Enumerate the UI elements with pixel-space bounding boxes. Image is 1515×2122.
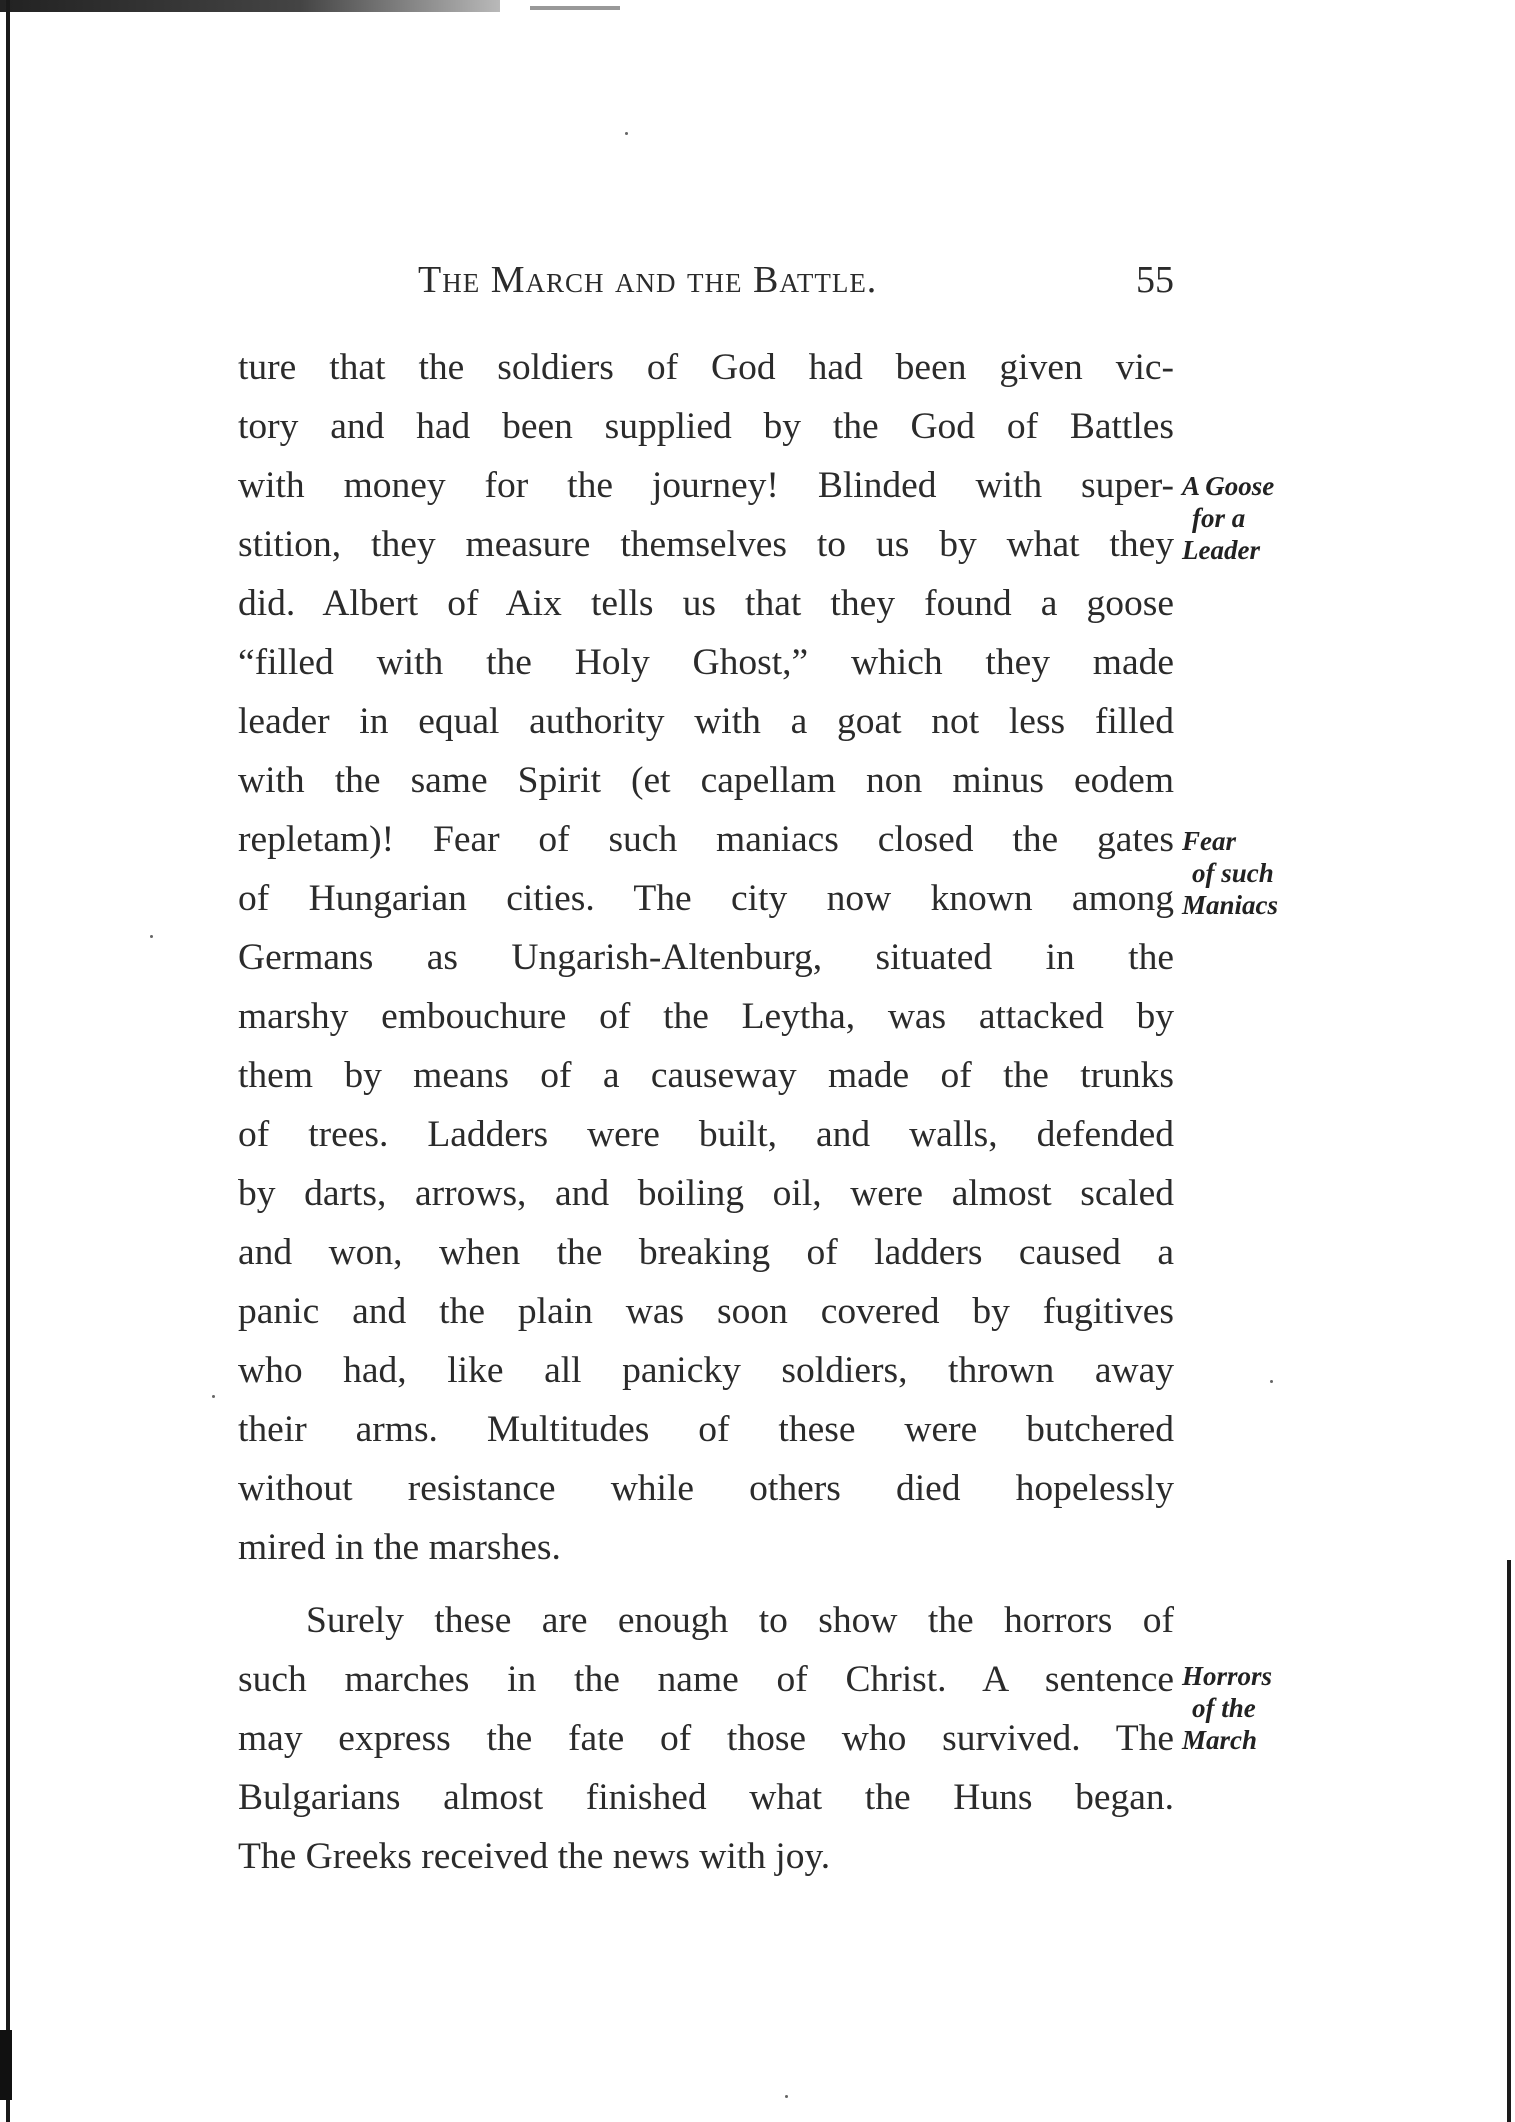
sidenote-line: for a (1192, 503, 1246, 533)
sidenote-line: Horrors (1182, 1661, 1273, 1691)
scan-speck (212, 1395, 215, 1398)
scan-edge-left-blot (0, 2030, 12, 2100)
text-line: leader in equal authority with a goat not less filled (238, 701, 1174, 742)
text-line: panic and the plain was soon covered by fugitives (238, 1291, 1174, 1332)
sidenote-line: March (1182, 1725, 1258, 1755)
text-line: without resistance while others died hopelessly (238, 1468, 1174, 1509)
text-line: them by means of a causeway made of the trunks (238, 1055, 1174, 1096)
text-line: mired in the marshes. (238, 1527, 561, 1568)
text-line: Bulgarians almost finished what the Huns began. (238, 1777, 1174, 1818)
text-line: such marches in the name of Christ. A sentence (238, 1659, 1174, 1700)
sidenote-line: of the (1192, 1693, 1256, 1723)
text-line: and won, when the breaking of ladders caused a (238, 1232, 1174, 1273)
text-line: repletam)! Fear of such maniacs closed the gates (238, 819, 1174, 860)
text-line: their arms. Multitudes of these were butchered (238, 1409, 1174, 1450)
paragraph-2 (238, 1591, 1174, 1886)
sidenote-line: Fear (1182, 826, 1236, 856)
text-line: may express the fate of those who survived. The (238, 1718, 1174, 1759)
text-line: ture that the soldiers of God had been given vic- (238, 347, 1174, 388)
text-line: The Greeks received the news with joy. (238, 1836, 831, 1877)
sidenote-maniacs (1182, 825, 1322, 921)
text-line: with the same Spirit (et capellam non minus eodem (238, 760, 1174, 801)
text-line: Surely these are enough to show the horrors of (306, 1600, 1174, 1641)
scan-edge-top-fragment (530, 6, 620, 10)
scan-edge-top (0, 0, 500, 12)
text-line: by darts, arrows, and boiling oil, were almost scaled (238, 1173, 1174, 1214)
scan-edge-left (6, 0, 10, 2122)
page-number: 55 (1136, 259, 1174, 301)
text-line: of Hungarian cities. The city now known among (238, 878, 1174, 919)
text-line: with money for the journey! Blinded with super- (238, 465, 1174, 506)
text-line: marshy embouchure of the Leytha, was attacked by (238, 996, 1174, 1037)
scan-speck (785, 2095, 788, 2098)
body-text (238, 338, 1174, 1886)
text-line: Germans as Ungarish-Altenburg, situated in the (238, 937, 1174, 978)
scan-speck (150, 935, 153, 938)
text-line: tory and had been supplied by the God of Battles (238, 406, 1174, 447)
text-line: stition, they measure themselves to us by what they (238, 524, 1174, 565)
sidenote-line: of such (1192, 858, 1274, 888)
text-line: of trees. Ladders were built, and walls, defended (238, 1114, 1174, 1155)
sidenote-line: Leader (1182, 535, 1260, 565)
sidenote-line: Maniacs (1182, 890, 1279, 920)
scan-edge-right (1507, 1560, 1511, 2122)
scan-speck (1270, 1380, 1273, 1383)
text-line: who had, like all panicky soldiers, thrown away (238, 1350, 1174, 1391)
paragraph-gap (238, 1577, 1174, 1591)
running-head-title: The March and the Battle. (418, 259, 878, 301)
sidenote-horrors (1182, 1660, 1322, 1756)
scan-speck (625, 132, 628, 135)
text-line: “filled with the Holy Ghost,” which they made (238, 642, 1174, 683)
text-line: did. Albert of Aix tells us that they found a goose (238, 583, 1174, 624)
paragraph-1 (238, 338, 1174, 1577)
sidenote-goose (1182, 470, 1322, 566)
running-head (238, 258, 1174, 308)
sidenote-line: A Goose (1182, 471, 1275, 501)
